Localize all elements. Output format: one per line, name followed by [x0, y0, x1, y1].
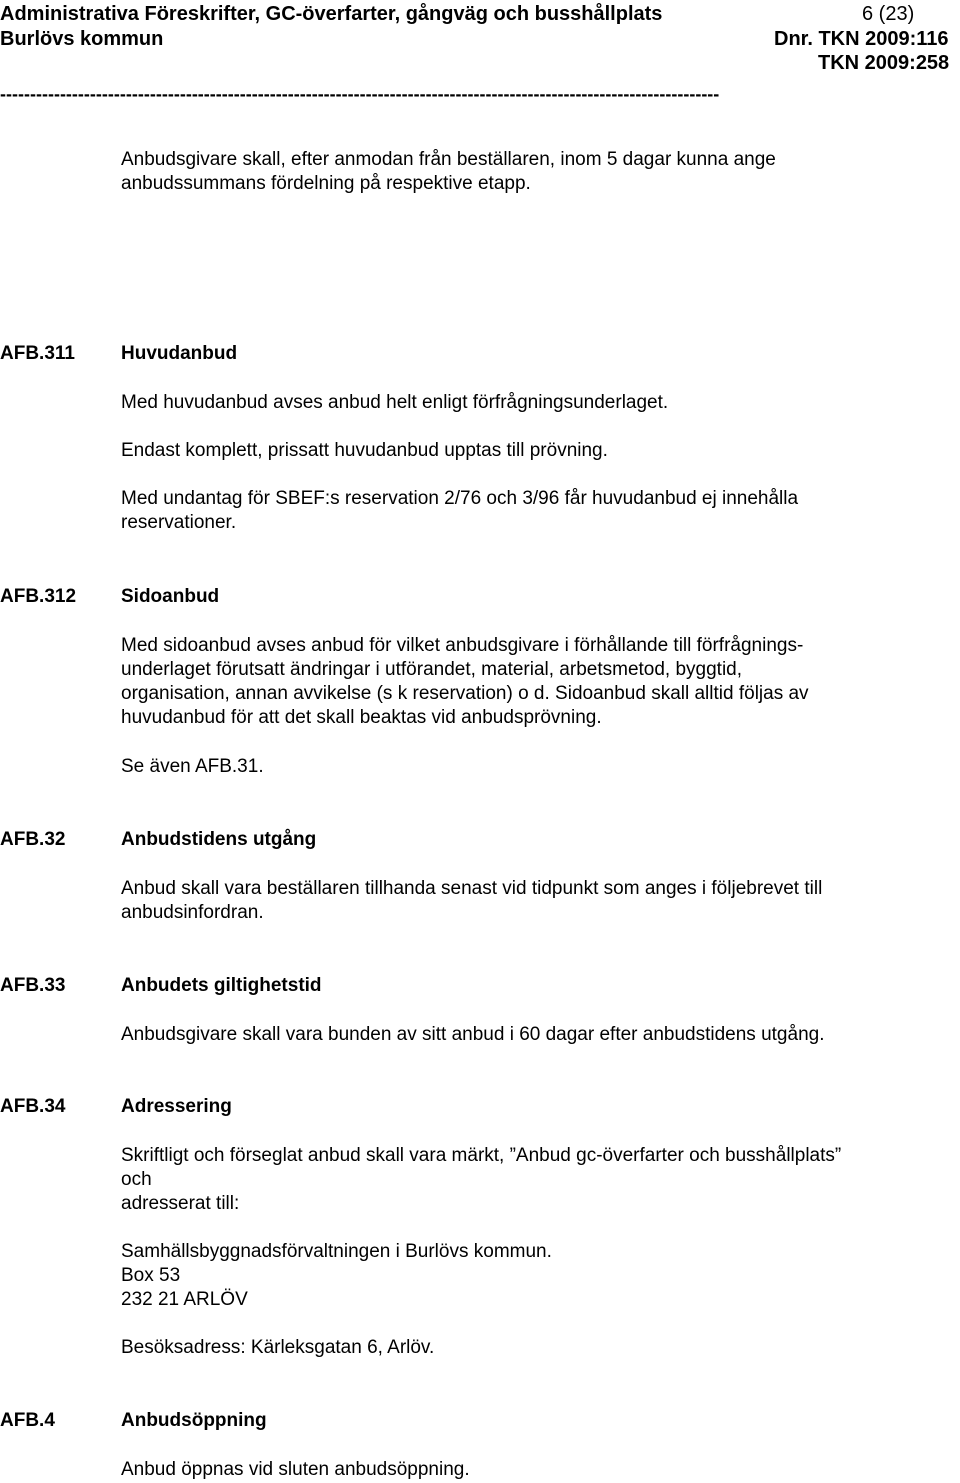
section-code: AFB.311 — [0, 343, 75, 364]
paragraph: huvudanbud för att det skall beaktas vid anbudsprövning. — [121, 707, 602, 728]
paragraph: Anbudsgivare skall vara bunden av sitt anbud i 60 dagar efter anbudstidens utgång. — [121, 1024, 825, 1045]
section-code: AFB.4 — [0, 1410, 55, 1431]
paragraph: underlaget förutsatt ändringar i utförandet, material, arbetsmetod, byggtid, — [121, 659, 743, 680]
page-number: 6 (23) — [862, 3, 915, 25]
section-heading: Anbudsöppning — [121, 1410, 267, 1431]
section-heading: Huvudanbud — [121, 343, 238, 364]
address-line: Box 53 — [121, 1265, 181, 1286]
paragraph: Anbud öppnas vid sluten anbudsöppning. — [121, 1459, 470, 1480]
paragraph: Anbud skall vara beställaren tillhanda senast vid tidpunkt som anges i följebrevet till — [121, 878, 823, 899]
section-heading: Anbudstidens utgång — [121, 829, 317, 850]
visiting-address: Besöksadress: Kärleksgatan 6, Arlöv. — [121, 1337, 435, 1358]
header-separator: ------------------------------------------------------------------------------------------------------------------------ — [0, 84, 720, 104]
section-heading: Adressering — [121, 1096, 232, 1117]
section-heading: Anbudets giltighetstid — [121, 975, 322, 996]
paragraph: Med undantag för SBEF:s reservation 2/76 och 3/96 får huvudanbud ej innehålla — [121, 488, 799, 509]
organization-name: Burlövs kommun — [0, 28, 164, 50]
cross-reference: Se även AFB.31. — [121, 756, 264, 777]
paragraph: reservationer. — [121, 512, 237, 533]
paragraph: Med sidoanbud avses anbud för vilket anbudsgivare i förhållande till förfrågnings- — [121, 635, 804, 656]
document-title: Administrativa Föreskrifter, GC-överfarter, gångväg och busshållplats — [0, 3, 663, 25]
paragraph: organisation, annan avvikelse (s k reservation) o d. Sidoanbud skall alltid följas av — [121, 683, 809, 704]
section-code: AFB.33 — [0, 975, 66, 996]
section-code: AFB.312 — [0, 586, 77, 607]
paragraph: Endast komplett, prissatt huvudanbud upptas till prövning. — [121, 440, 608, 461]
paragraph: adresserat till: — [121, 1193, 240, 1214]
diary-number-2: TKN 2009:258 — [818, 52, 950, 74]
address-line: Samhällsbyggnadsförvaltningen i Burlövs kommun. — [121, 1241, 552, 1262]
section-heading: Sidoanbud — [121, 586, 220, 607]
section-code: AFB.32 — [0, 829, 66, 850]
address-line: 232 21 ARLÖV — [121, 1289, 248, 1310]
intro-line: Anbudsgivare skall, efter anmodan från beställaren, inom 5 dagar kunna ange — [121, 149, 776, 170]
paragraph: Skriftligt och förseglat anbud skall vara märkt, ”Anbud gc-överfarter och busshållplats” — [121, 1145, 842, 1166]
paragraph: och — [121, 1169, 152, 1190]
paragraph: anbudsinfordran. — [121, 902, 264, 923]
intro-line: anbudssummans fördelning på respektive etapp. — [121, 173, 531, 194]
paragraph: Med huvudanbud avses anbud helt enligt förfrågningsunderlaget. — [121, 392, 669, 413]
diary-number-1: Dnr. TKN 2009:116 — [774, 28, 949, 50]
section-code: AFB.34 — [0, 1096, 66, 1117]
